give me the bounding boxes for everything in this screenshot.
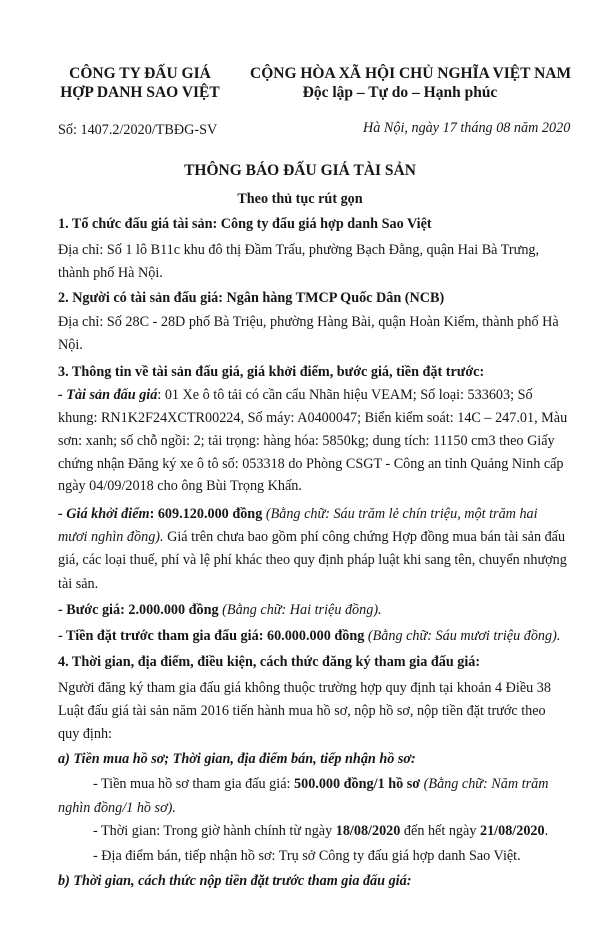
section-4-heading: 4. Thời gian, địa điểm, điều kiện, cách thức đăng ký tham gia đấu giá: <box>58 654 481 670</box>
section-1-address-line1: Địa chỉ: Số 1 lô B11c khu đô thị Đầm Trấu, phường Bạch Đằng, quận Hai Bà Trưng, <box>58 242 540 258</box>
sale-period-line: - Thời gian: Trong giờ hành chính từ ngày 18/08/2020 đến hết ngày 21/08/2020. <box>93 823 549 839</box>
document-subtitle: Theo thủ tục rút gọn <box>237 191 363 207</box>
org-name-line2: HỢP DANH SAO VIỆT <box>60 84 220 101</box>
starting-price-line3: giá, các loại thuế, phí và lệ phí khác theo quy định pháp luật khi sang tên, chuyển nhượng <box>58 552 567 568</box>
dossier-fee-line1: - Tiền mua hồ sơ tham gia đấu giá: 500.000 đồng/1 hồ sơ (Bằng chữ: Năm trăm <box>93 776 549 792</box>
section-4-intro-line2: Luật đấu giá tài sản năm 2016 tiến hành mua hồ sơ, nộp hồ sơ, nộp tiền đặt trước theo <box>58 703 546 719</box>
section-2-address-line1: Địa chỉ: Số 28C - 28D phố Bà Triệu, phường Hàng Bài, quận Hoàn Kiếm, thành phố Hà <box>58 314 559 330</box>
starting-price-line1: - Giá khởi điểm: 609.120.000 đồng (Bằng chữ: Sáu trăm lẻ chín triệu, một trăm hai <box>58 506 538 522</box>
section-1-address-line2: thành phố Hà Nội. <box>58 265 163 281</box>
sale-location-line: - Địa điểm bán, tiếp nhận hồ sơ: Trụ sở Công ty đấu giá hợp danh Sao Việt. <box>93 848 521 864</box>
issuing-organization <box>50 64 230 102</box>
asset-line3: sơn: xanh; số chỗ ngồi: 2; tải trọng: hàng hóa: 5850kg; dung tích: 11150 cm3 theo Giấy <box>58 433 555 449</box>
starting-price-line4: tài sản. <box>58 576 99 592</box>
dossier-fee-line2: nghìn đồng/1 hồ sơ). <box>58 800 176 816</box>
org-name-line1: CÔNG TY ĐẤU GIÁ <box>69 65 211 82</box>
asset-line2: khung: RN1K2F24XCTR00224, Số máy: A0400047; Biển kiểm soát: 14C – 247.01, Màu <box>58 410 568 426</box>
document-number: Số: 1407.2/2020/TBĐG-SV <box>58 122 218 138</box>
subsection-a-heading: a) Tiền mua hồ sơ; Thời gian, địa điểm bán, tiếp nhận hồ sơ: <box>58 751 416 767</box>
bid-step-line: - Bước giá: 2.000.000 đồng (Bằng chữ: Hai triệu đồng). <box>58 602 382 618</box>
nation-name: CỘNG HÒA XÃ HỘI CHỦ NGHĨA VIỆT NAM <box>250 65 572 82</box>
asset-line4: chứng nhận Đăng ký xe ô tô số: 053318 do Phòng CSGT - Công an tỉnh Quảng Ninh cấp <box>58 456 564 472</box>
place-and-date: Hà Nội, ngày 17 tháng 08 năm 2020 <box>363 120 571 136</box>
deposit-line: - Tiền đặt trước tham gia đấu giá: 60.000.000 đồng (Bằng chữ: Sáu mươi triệu đồng). <box>58 628 561 644</box>
asset-line5: ngày 04/09/2018 cho ông Bùi Trọng Khấn. <box>58 478 302 494</box>
section-4-intro-line1: Người đăng ký tham gia đấu giá không thuộc trường hợp quy định tại khoản 4 Điều 38 <box>58 680 551 696</box>
starting-price-line2: mươi nghìn đồng). Giá trên chưa bao gồm phí công chứng Hợp đồng mua bán tài sản đấu <box>58 529 566 545</box>
document-title: THÔNG BÁO ĐẤU GIÁ TÀI SẢN <box>184 162 416 179</box>
subsection-b-heading: b) Thời gian, cách thức nộp tiền đặt trước tham gia đấu giá: <box>58 873 412 889</box>
motto: Độc lập – Tự do – Hạnh phúc <box>302 84 498 101</box>
section-3-heading: 3. Thông tin về tài sản đấu giá, giá khởi điểm, bước giá, tiền đặt trước: <box>58 364 485 380</box>
national-motto <box>250 64 572 102</box>
asset-line1: - Tài sản đấu giá: 01 Xe ô tô tải có cần cẩu Nhãn hiệu VEAM; Số loại: 533603; Số <box>58 387 533 403</box>
section-2-address-line2: Nội. <box>58 337 83 353</box>
section-4-intro-line3: quy định: <box>58 726 112 742</box>
section-1-heading: 1. Tổ chức đấu giá tài sản: Công ty đấu giá hợp danh Sao Việt <box>58 216 432 232</box>
section-2-heading: 2. Người có tài sản đấu giá: Ngân hàng TMCP Quốc Dân (NCB) <box>58 290 445 306</box>
